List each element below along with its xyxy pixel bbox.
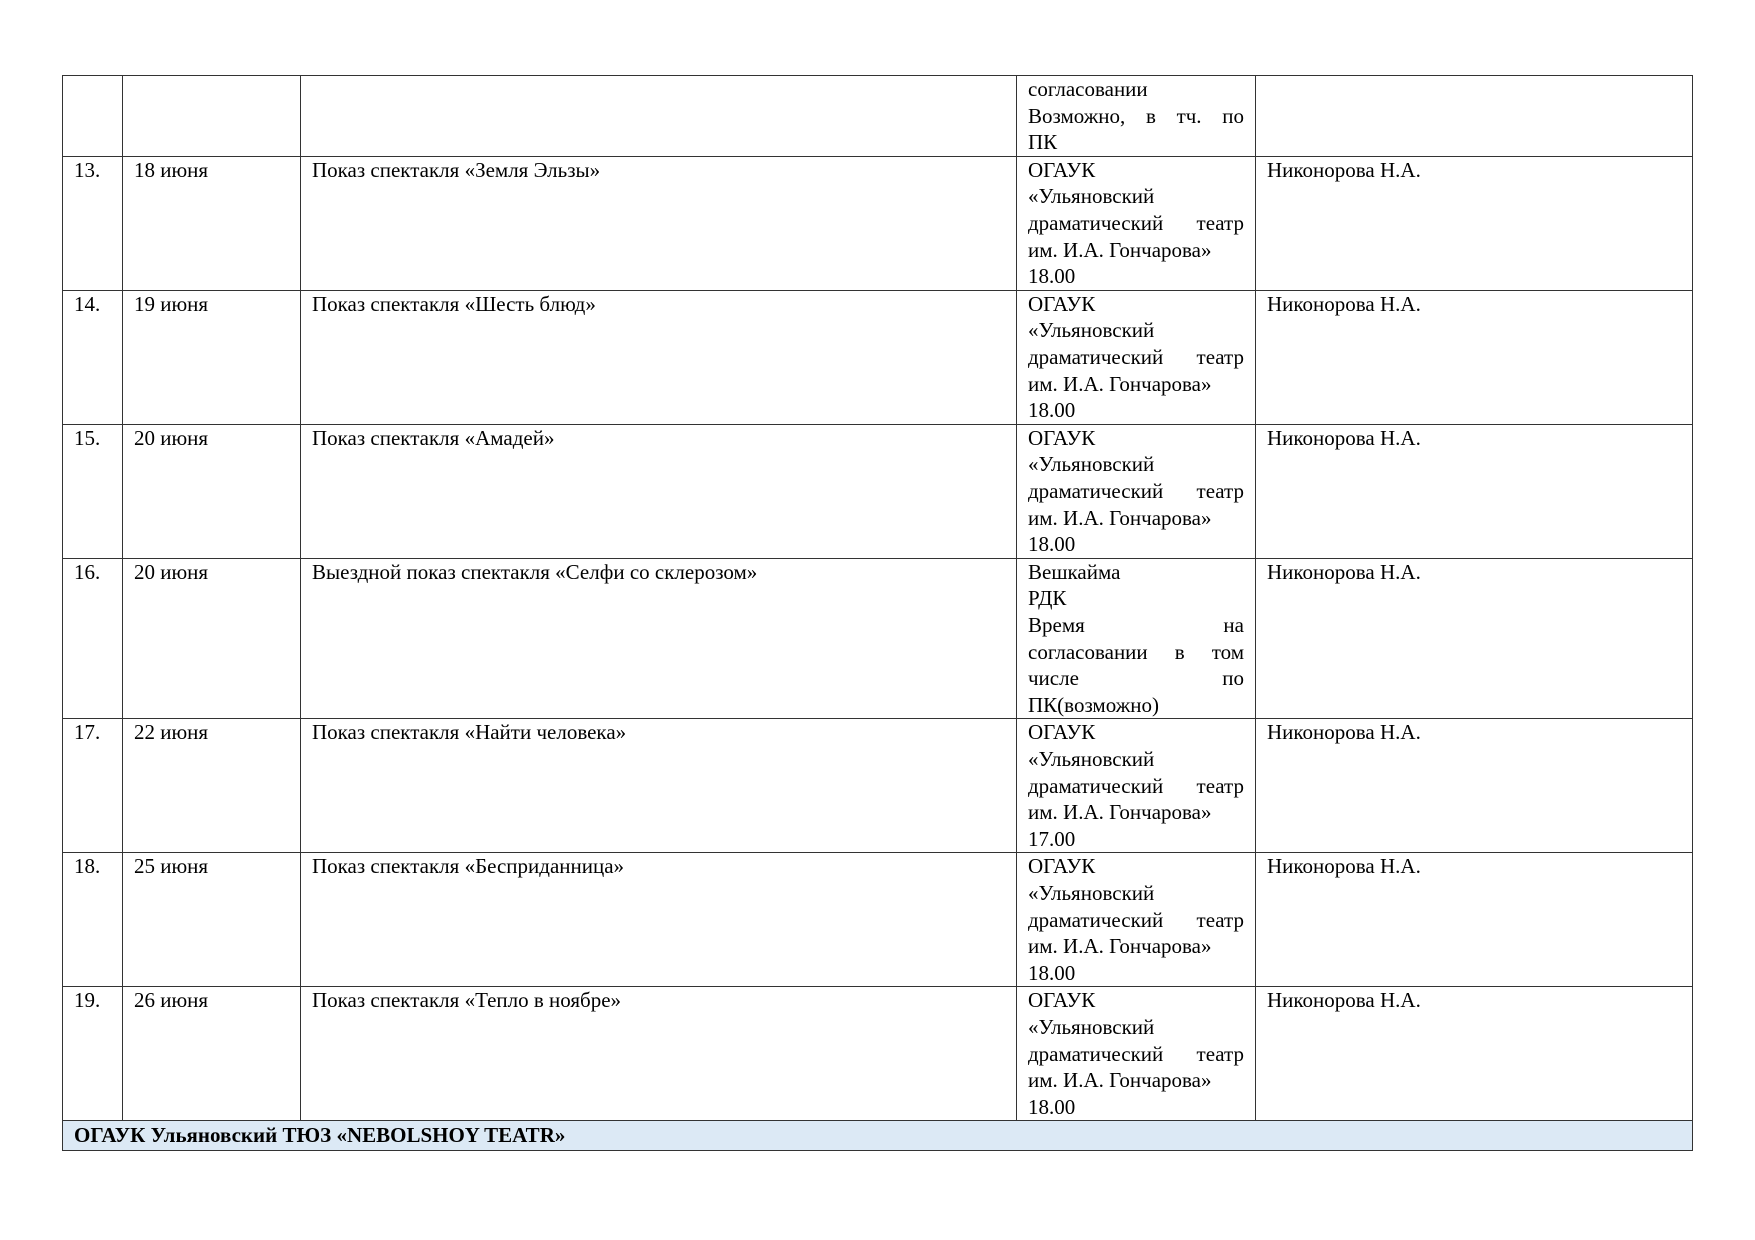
venue-line: драматический театр <box>1028 1041 1244 1066</box>
venue-line: 18.00 <box>1028 1094 1076 1119</box>
row-date: 19 июня <box>123 290 301 424</box>
row-venue <box>1017 424 1256 558</box>
venue-line: им. И.А. Гончарова» <box>1028 371 1212 396</box>
row-date: 20 июня <box>123 424 301 558</box>
events-table <box>62 75 1693 1151</box>
venue-line: драматический театр <box>1028 773 1244 798</box>
venue-line: Возможно, в тч. по <box>1028 103 1244 128</box>
row-date: 18 июня <box>123 156 301 290</box>
row-number: 17. <box>63 719 123 853</box>
venue-line: им. И.А. Гончарова» <box>1028 505 1212 530</box>
venue-line: РДК <box>1028 586 1067 611</box>
venue-line: «Ульяновский <box>1028 1014 1155 1039</box>
row-venue <box>1017 156 1256 290</box>
venue-line: «Ульяновский <box>1028 452 1155 477</box>
row-event: Показ спектакля «Тепло в ноябре» <box>301 987 1017 1121</box>
venue-line: «Ульяновский <box>1028 746 1155 771</box>
table-row-continuation <box>63 76 1693 157</box>
row-event: Показ спектакля «Найти человека» <box>301 719 1017 853</box>
row-person: Никонорова Н.А. <box>1256 156 1693 290</box>
section-header: ОГАУК Ульяновский ТЮЗ «NEBOLSHOY TEATR» <box>63 1121 1693 1151</box>
venue-line: числе по <box>1028 666 1244 691</box>
row-event <box>301 76 1017 157</box>
venue-line: ПК(возможно) <box>1028 692 1159 717</box>
row-person: Никонорова Н.А. <box>1256 424 1693 558</box>
row-number: 14. <box>63 290 123 424</box>
row-number: 13. <box>63 156 123 290</box>
row-event: Выездной показ спектакля «Селфи со склерозом» <box>301 558 1017 719</box>
row-person: Никонорова Н.А. <box>1256 853 1693 987</box>
row-venue <box>1017 558 1256 719</box>
venue-line: 18.00 <box>1028 264 1076 289</box>
row-event: Показ спектакля «Земля Эльзы» <box>301 156 1017 290</box>
row-event: Показ спектакля «Бесприданница» <box>301 853 1017 987</box>
venue-line: драматический театр <box>1028 478 1244 503</box>
row-date: 20 июня <box>123 558 301 719</box>
venue-line: ПК <box>1028 130 1058 155</box>
section-header-row <box>63 1121 1693 1151</box>
venue-line: ОГАУК <box>1028 720 1096 745</box>
row-number: 19. <box>63 987 123 1121</box>
venue-line: «Ульяновский <box>1028 318 1155 343</box>
row-venue <box>1017 290 1256 424</box>
row-date: 22 июня <box>123 719 301 853</box>
venue-line: драматический театр <box>1028 210 1244 235</box>
row-number: 18. <box>63 853 123 987</box>
row-date <box>123 76 301 157</box>
venue-line: ОГАУК <box>1028 157 1096 182</box>
row-event: Показ спектакля «Шесть блюд» <box>301 290 1017 424</box>
table-row <box>63 558 1693 719</box>
table-row <box>63 290 1693 424</box>
row-venue <box>1017 987 1256 1121</box>
venue-line: драматический театр <box>1028 907 1244 932</box>
venue-line: Вешкайма <box>1028 559 1121 584</box>
venue-line: 18.00 <box>1028 532 1076 557</box>
row-person: Никонорова Н.А. <box>1256 987 1693 1121</box>
table-row <box>63 853 1693 987</box>
row-person: Никонорова Н.А. <box>1256 719 1693 853</box>
row-venue <box>1017 76 1256 157</box>
row-person: Никонорова Н.А. <box>1256 290 1693 424</box>
venue-line: 17.00 <box>1028 826 1076 851</box>
venue-line: Время на <box>1028 612 1244 637</box>
venue-line: им. И.А. Гончарова» <box>1028 800 1212 825</box>
venue-line: им. И.А. Гончарова» <box>1028 237 1212 262</box>
venue-line: ОГАУК <box>1028 291 1096 316</box>
row-date: 26 июня <box>123 987 301 1121</box>
table-row <box>63 987 1693 1121</box>
table-row <box>63 424 1693 558</box>
row-person <box>1256 76 1693 157</box>
venue-line: 18.00 <box>1028 398 1076 423</box>
row-person: Никонорова Н.А. <box>1256 558 1693 719</box>
row-date: 25 июня <box>123 853 301 987</box>
venue-line: им. И.А. Гончарова» <box>1028 1068 1212 1093</box>
venue-line: им. И.А. Гончарова» <box>1028 934 1212 959</box>
table-row <box>63 156 1693 290</box>
venue-line: ОГАУК <box>1028 988 1096 1013</box>
venue-line: согласовании в том <box>1028 639 1244 664</box>
venue-line: ОГАУК <box>1028 854 1096 879</box>
row-number: 15. <box>63 424 123 558</box>
row-venue <box>1017 719 1256 853</box>
venue-line: «Ульяновский <box>1028 184 1155 209</box>
row-event: Показ спектакля «Амадей» <box>301 424 1017 558</box>
venue-line: ОГАУК <box>1028 425 1096 450</box>
venue-line: 18.00 <box>1028 960 1076 985</box>
row-number: 16. <box>63 558 123 719</box>
row-number <box>63 76 123 157</box>
venue-line: драматический театр <box>1028 344 1244 369</box>
row-venue <box>1017 853 1256 987</box>
table-row <box>63 719 1693 853</box>
venue-line: согласовании <box>1028 77 1148 101</box>
venue-line: «Ульяновский <box>1028 880 1155 905</box>
